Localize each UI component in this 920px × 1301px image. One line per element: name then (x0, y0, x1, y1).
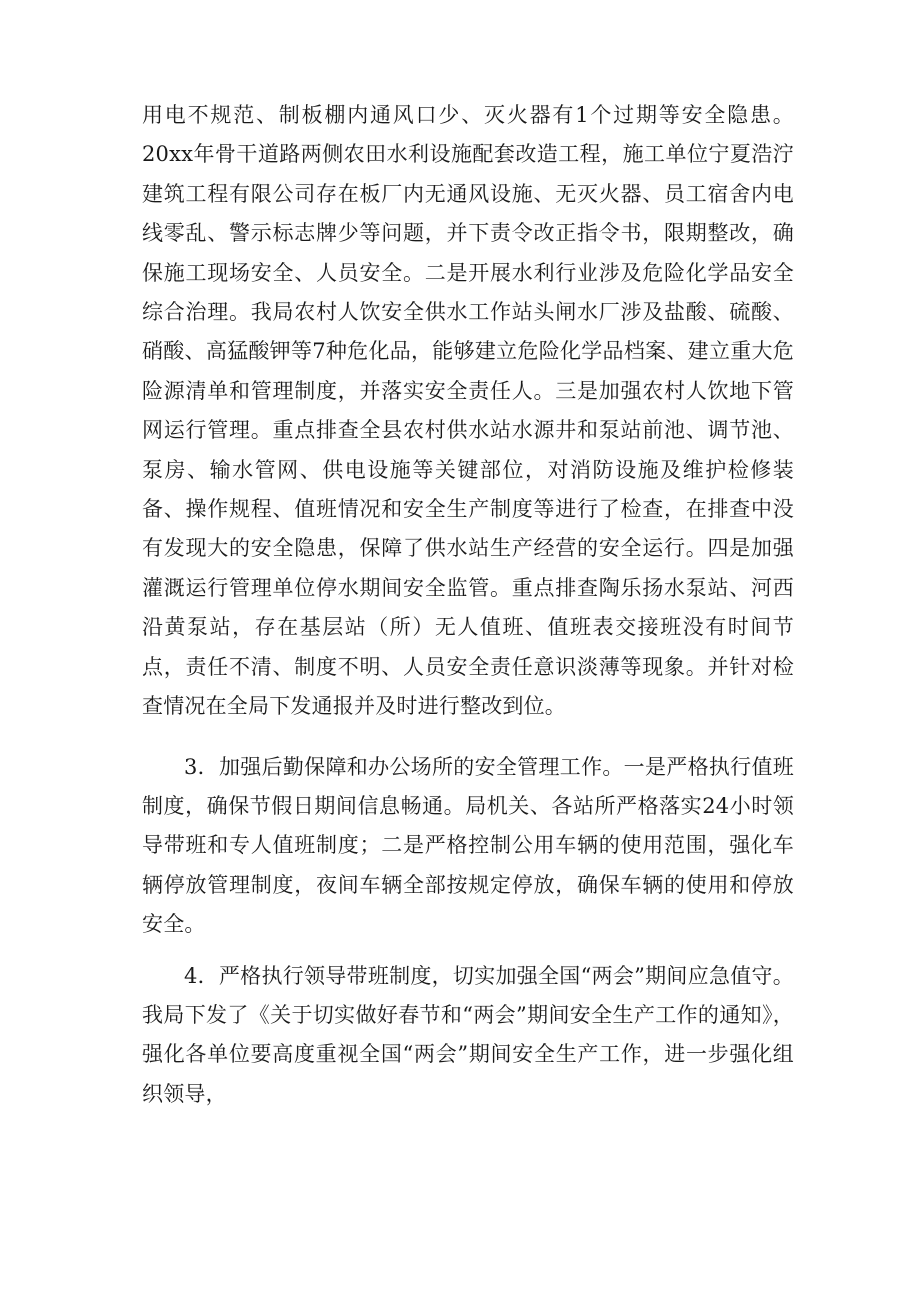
paragraph-safety-inspection: 用电不规范、制板棚内通风口少、灭火器有1个过期等安全隐患。20xx年骨干道路两侧农田水利设施配套改造工程，施工单位宁夏浩泞建筑工程有限公司存在板厂内无通风设施、无灭火器、员工宿舍内电线零乱、警示标志牌少等问题，并下责令改正指令书，限期整改，确保施工现场安全、人员安全。二是开展水利行业涉及危险化学品安全综合治理。我局农村人饮安全供水工作站头闸水厂涉及盐酸、硫酸、硝酸、高猛酸钾等7种危化品，能够建立危险化学品档案、建立重大危险源清单和管理制度，并落实安全责任人。三是加强农村人饮地下管网运行管理。重点排查全县农村供水站水源井和泵站前池、调节池、泵房、输水管网、供电设施等关键部位，对消防设施及维护检修装备、操作规程、值班情况和安全生产制度等进行了检查，在排查中没有发现大的安全隐患，保障了供水站生产经营的安全运行。四是加强灌溉运行管理单位停水期间安全监管。重点排查陶乐扬水泵站、河西沿黄泵站，存在基层站（所）无人值班、值班表交接班没有时间节点，责任不清、制度不明、人员安全责任意识淡薄等现象。并针对检查情况在全局下发通报并及时进行整改到位。 (142, 103, 794, 719)
paragraph-logistics-safety: 3．加强后勤保障和办公场所的安全管理工作。一是严格执行值班制度，确保节假日期间信息畅通。局机关、各站所严格落实24小时领导带班和专人值班制度；二是严格控制公用车辆的使用范围，强化车辆停放管理制度，夜间车辆全部按规定停放，确保车辆的使用和停放安全。 (142, 754, 794, 937)
paragraph-leadership-duty: 4．严格执行领导带班制度，切实加强全国“两会”期间应急值守。我局下发了《关于切实做好春节和“两会”期间安全生产工作的通知》，强化各单位要高度重视全国“两会”期间安全生产工作，进一步强化组织领导， (142, 963, 794, 1106)
document-body (142, 96, 794, 1114)
